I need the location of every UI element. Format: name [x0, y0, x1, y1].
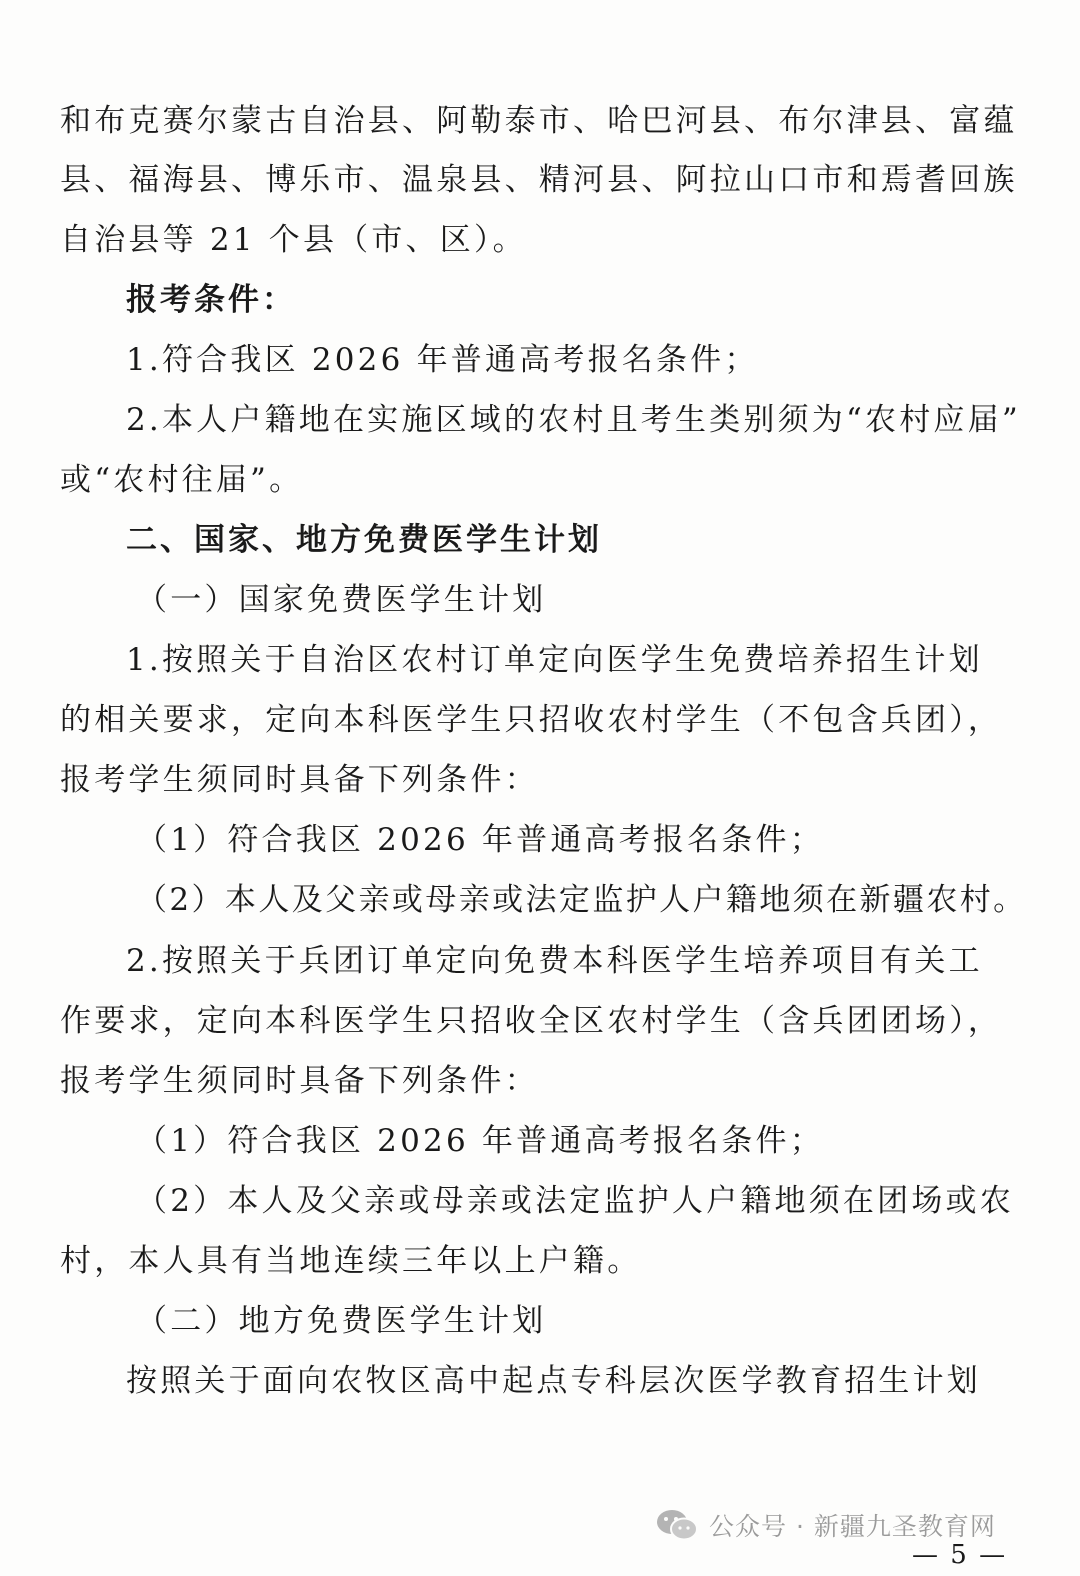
watermark-text: 公众号 · 新疆九圣教育网: [709, 1512, 996, 1541]
text-line: 报考学生须同时具备下列条件：: [60, 1063, 539, 1099]
section-heading: 报考条件：: [126, 282, 296, 318]
text-line: （2）本人及父亲或母亲或法定监护人户籍地须在新疆农村。: [136, 882, 1027, 918]
text-line: 1.按照关于自治区农村订单定向医学生免费培养招生计划: [126, 642, 983, 678]
text-line: （1）符合我区 2026 年普通高考报名条件；: [136, 822, 824, 858]
text-line: 2.按照关于兵团订单定向免费本科医学生培养项目有关工: [126, 943, 983, 979]
text-line: 县、福海县、博乐市、温泉县、精河县、阿拉山口市和焉耆回族: [60, 162, 1018, 198]
text-line: 自治县等 21 个县（市、区）。: [60, 222, 527, 258]
subsection-heading: （二）地方免费医学生计划: [136, 1303, 547, 1339]
text-line: 的相关要求，定向本科医学生只招收农村学生（不包含兵团），: [60, 702, 1003, 738]
subsection-heading: （一）国家免费医学生计划: [136, 582, 547, 618]
text-line: 1.符合我区 2026 年普通高考报名条件；: [126, 342, 759, 378]
text-line: 村，本人具有当地连续三年以上户籍。: [60, 1243, 642, 1279]
wechat-icon: [655, 1507, 699, 1543]
page-number: — 5 —: [912, 1540, 1008, 1570]
text-line: 按照关于面向农牧区高中起点专科层次医学教育招生计划: [126, 1363, 981, 1399]
section-heading: 二、国家、地方免费医学生计划: [126, 522, 602, 558]
text-line: （1）符合我区 2026 年普通高考报名条件；: [136, 1123, 824, 1159]
text-line: 报考学生须同时具备下列条件：: [60, 762, 539, 798]
text-line: 作要求，定向本科医学生只招收全区农村学生（含兵团团场），: [60, 1003, 1003, 1039]
text-line: （2）本人及父亲或母亲或法定监护人户籍地须在团场或农: [136, 1183, 1014, 1219]
text-line: 和布克赛尔蒙古自治县、阿勒泰市、哈巴河县、布尔津县、富蕴: [60, 103, 1018, 139]
text-line: 或“农村往届”。: [60, 462, 304, 498]
text-line: 2.本人户籍地在实施区域的农村且考生类别须为“农村应届”: [126, 402, 1021, 438]
